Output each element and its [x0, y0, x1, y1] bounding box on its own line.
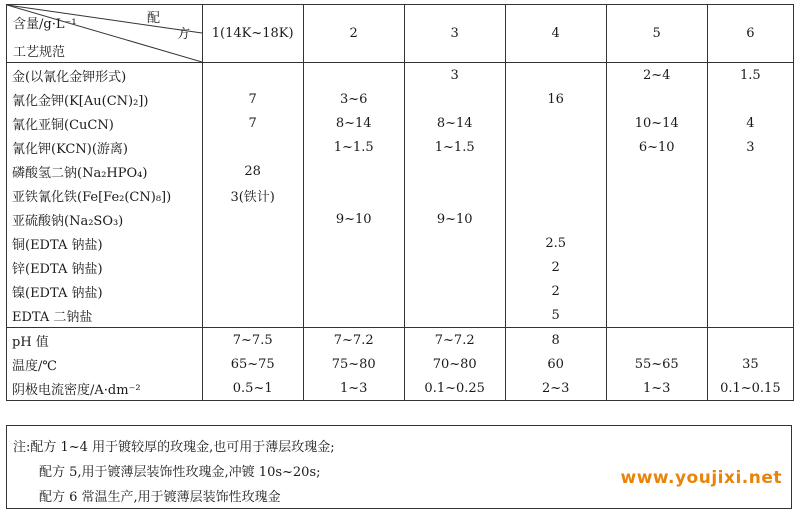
- row-label: 金(以氰化金钾形式): [7, 63, 203, 88]
- table-cell: [202, 255, 303, 279]
- formula-table: [6, 4, 794, 401]
- table-cell: 3~6: [303, 87, 404, 111]
- table-cell: [303, 159, 404, 183]
- table-cell: 7~7.2: [303, 328, 404, 353]
- table-cell: 2~3: [505, 376, 606, 401]
- table-cell: [707, 279, 793, 303]
- column-header: 2: [303, 5, 404, 63]
- table-cell: 16: [505, 87, 606, 111]
- table-cell: [303, 279, 404, 303]
- table-cell: [606, 328, 707, 353]
- table-cell: [606, 255, 707, 279]
- table-cell: [202, 231, 303, 255]
- table-cell: [707, 231, 793, 255]
- table-cell: 3(铁计): [202, 183, 303, 207]
- table-cell: 60: [505, 352, 606, 376]
- table-cell: 0.5~1: [202, 376, 303, 401]
- header-formula-label-2: 方: [177, 27, 191, 42]
- notes-box: [6, 425, 792, 509]
- row-label: 铜(EDTA 钠盐): [7, 231, 203, 255]
- table-row: [7, 303, 794, 328]
- table-cell: [404, 231, 505, 255]
- table-row: [7, 376, 794, 401]
- table-cell: 8: [505, 328, 606, 353]
- note-line-2: 配方 5,用于镀薄层装饰性玫瑰金,冲镀 10s~20s;: [39, 465, 321, 480]
- table-cell: [606, 87, 707, 111]
- table-cell: 9~10: [404, 207, 505, 231]
- table-cell: [707, 159, 793, 183]
- table-cell: [505, 63, 606, 88]
- table-cell: [505, 111, 606, 135]
- table-cell: [404, 279, 505, 303]
- table-cell: [505, 135, 606, 159]
- table-cell: 8~14: [404, 111, 505, 135]
- table-cell: [606, 159, 707, 183]
- process-rows: [7, 328, 794, 401]
- table-cell: [202, 279, 303, 303]
- column-header: 4: [505, 5, 606, 63]
- table-cell: 55~65: [606, 352, 707, 376]
- table-cell: [505, 159, 606, 183]
- row-label: 阴极电流密度/A·dm⁻²: [7, 376, 203, 401]
- table-cell: 7~7.2: [404, 328, 505, 353]
- table-row: [7, 111, 794, 135]
- table-row: [7, 231, 794, 255]
- table-cell: 6~10: [606, 135, 707, 159]
- table-cell: 9~10: [303, 207, 404, 231]
- table-cell: 7: [202, 111, 303, 135]
- table-cell: 3: [707, 135, 793, 159]
- table-cell: [404, 255, 505, 279]
- column-header: 6: [707, 5, 793, 63]
- table-cell: 1.5: [707, 63, 793, 88]
- table-header-row: [7, 5, 794, 63]
- row-label: 氰化亚铜(CuCN): [7, 111, 203, 135]
- watermark: www.youjixi.net: [620, 468, 782, 488]
- table-cell: [606, 231, 707, 255]
- table-cell: [303, 303, 404, 328]
- table-cell: 75~80: [303, 352, 404, 376]
- table-cell: 1~3: [303, 376, 404, 401]
- table-row: [7, 159, 794, 183]
- header-content-label: 含量/g·L⁻¹: [13, 17, 77, 32]
- table-cell: 2: [505, 255, 606, 279]
- row-label: pH 值: [7, 328, 203, 353]
- column-header: 3: [404, 5, 505, 63]
- table-row: [7, 183, 794, 207]
- table-cell: 1~1.5: [404, 135, 505, 159]
- table-cell: [404, 303, 505, 328]
- diagonal-header-cell: [7, 5, 203, 63]
- table-cell: 8~14: [303, 111, 404, 135]
- table-cell: [303, 255, 404, 279]
- table-cell: [303, 183, 404, 207]
- table-cell: 28: [202, 159, 303, 183]
- table-row: [7, 328, 794, 353]
- table-row: [7, 63, 794, 88]
- table-cell: [707, 328, 793, 353]
- table-cell: [707, 255, 793, 279]
- table-cell: [606, 279, 707, 303]
- header-formula-label-1: 配: [147, 11, 161, 26]
- table-cell: 3: [404, 63, 505, 88]
- table-cell: [505, 207, 606, 231]
- table-row: [7, 207, 794, 231]
- note-line-1: 注:配方 1~4 用于镀较厚的玫瑰金,也可用于薄层玫瑰金;: [13, 440, 335, 455]
- table-cell: [707, 207, 793, 231]
- table-cell: [202, 135, 303, 159]
- header-process-label: 工艺规范: [13, 45, 66, 60]
- row-label: 氰化金钾(K[Au(CN)₂]): [7, 87, 203, 111]
- table-cell: [202, 63, 303, 88]
- table-cell: [202, 207, 303, 231]
- row-label: 镍(EDTA 钠盐): [7, 279, 203, 303]
- table-cell: 5: [505, 303, 606, 328]
- table-row: [7, 255, 794, 279]
- table-cell: [707, 303, 793, 328]
- row-label: 亚硫酸钠(Na₂SO₃): [7, 207, 203, 231]
- table-cell: 7: [202, 87, 303, 111]
- row-label: 温度/℃: [7, 352, 203, 376]
- table-cell: 0.1~0.25: [404, 376, 505, 401]
- table-cell: [606, 207, 707, 231]
- composition-rows: [7, 63, 794, 328]
- table-cell: 0.1~0.15: [707, 376, 793, 401]
- table-cell: [404, 159, 505, 183]
- table-cell: [404, 87, 505, 111]
- row-label: EDTA 二钠盐: [7, 303, 203, 328]
- table-row: [7, 87, 794, 111]
- table-cell: [202, 303, 303, 328]
- table-cell: 1~3: [606, 376, 707, 401]
- table-cell: 35: [707, 352, 793, 376]
- row-label: 亚铁氰化铁(Fe[Fe₂(CN)₈]): [7, 183, 203, 207]
- table-cell: [707, 183, 793, 207]
- table-cell: 10~14: [606, 111, 707, 135]
- table-cell: 4: [707, 111, 793, 135]
- table-cell: [404, 183, 505, 207]
- table-cell: 2.5: [505, 231, 606, 255]
- table-cell: [303, 63, 404, 88]
- table-cell: [707, 87, 793, 111]
- table-cell: 1~1.5: [303, 135, 404, 159]
- column-header: 5: [606, 5, 707, 63]
- table-row: [7, 352, 794, 376]
- table-cell: [303, 231, 404, 255]
- table-cell: [606, 183, 707, 207]
- row-label: 磷酸氢二钠(Na₂HPO₄): [7, 159, 203, 183]
- row-label: 氰化钾(KCN)(游离): [7, 135, 203, 159]
- table-cell: [606, 303, 707, 328]
- column-header: 1(14K~18K): [202, 5, 303, 63]
- table-cell: 2~4: [606, 63, 707, 88]
- row-label: 锌(EDTA 钠盐): [7, 255, 203, 279]
- table-cell: 7~7.5: [202, 328, 303, 353]
- note-line-3: 配方 6 常温生产,用于镀薄层装饰性玫瑰金: [39, 490, 281, 505]
- table-cell: 70~80: [404, 352, 505, 376]
- table-row: [7, 135, 794, 159]
- table-cell: 2: [505, 279, 606, 303]
- table-row: [7, 279, 794, 303]
- table-cell: [505, 183, 606, 207]
- table-cell: 65~75: [202, 352, 303, 376]
